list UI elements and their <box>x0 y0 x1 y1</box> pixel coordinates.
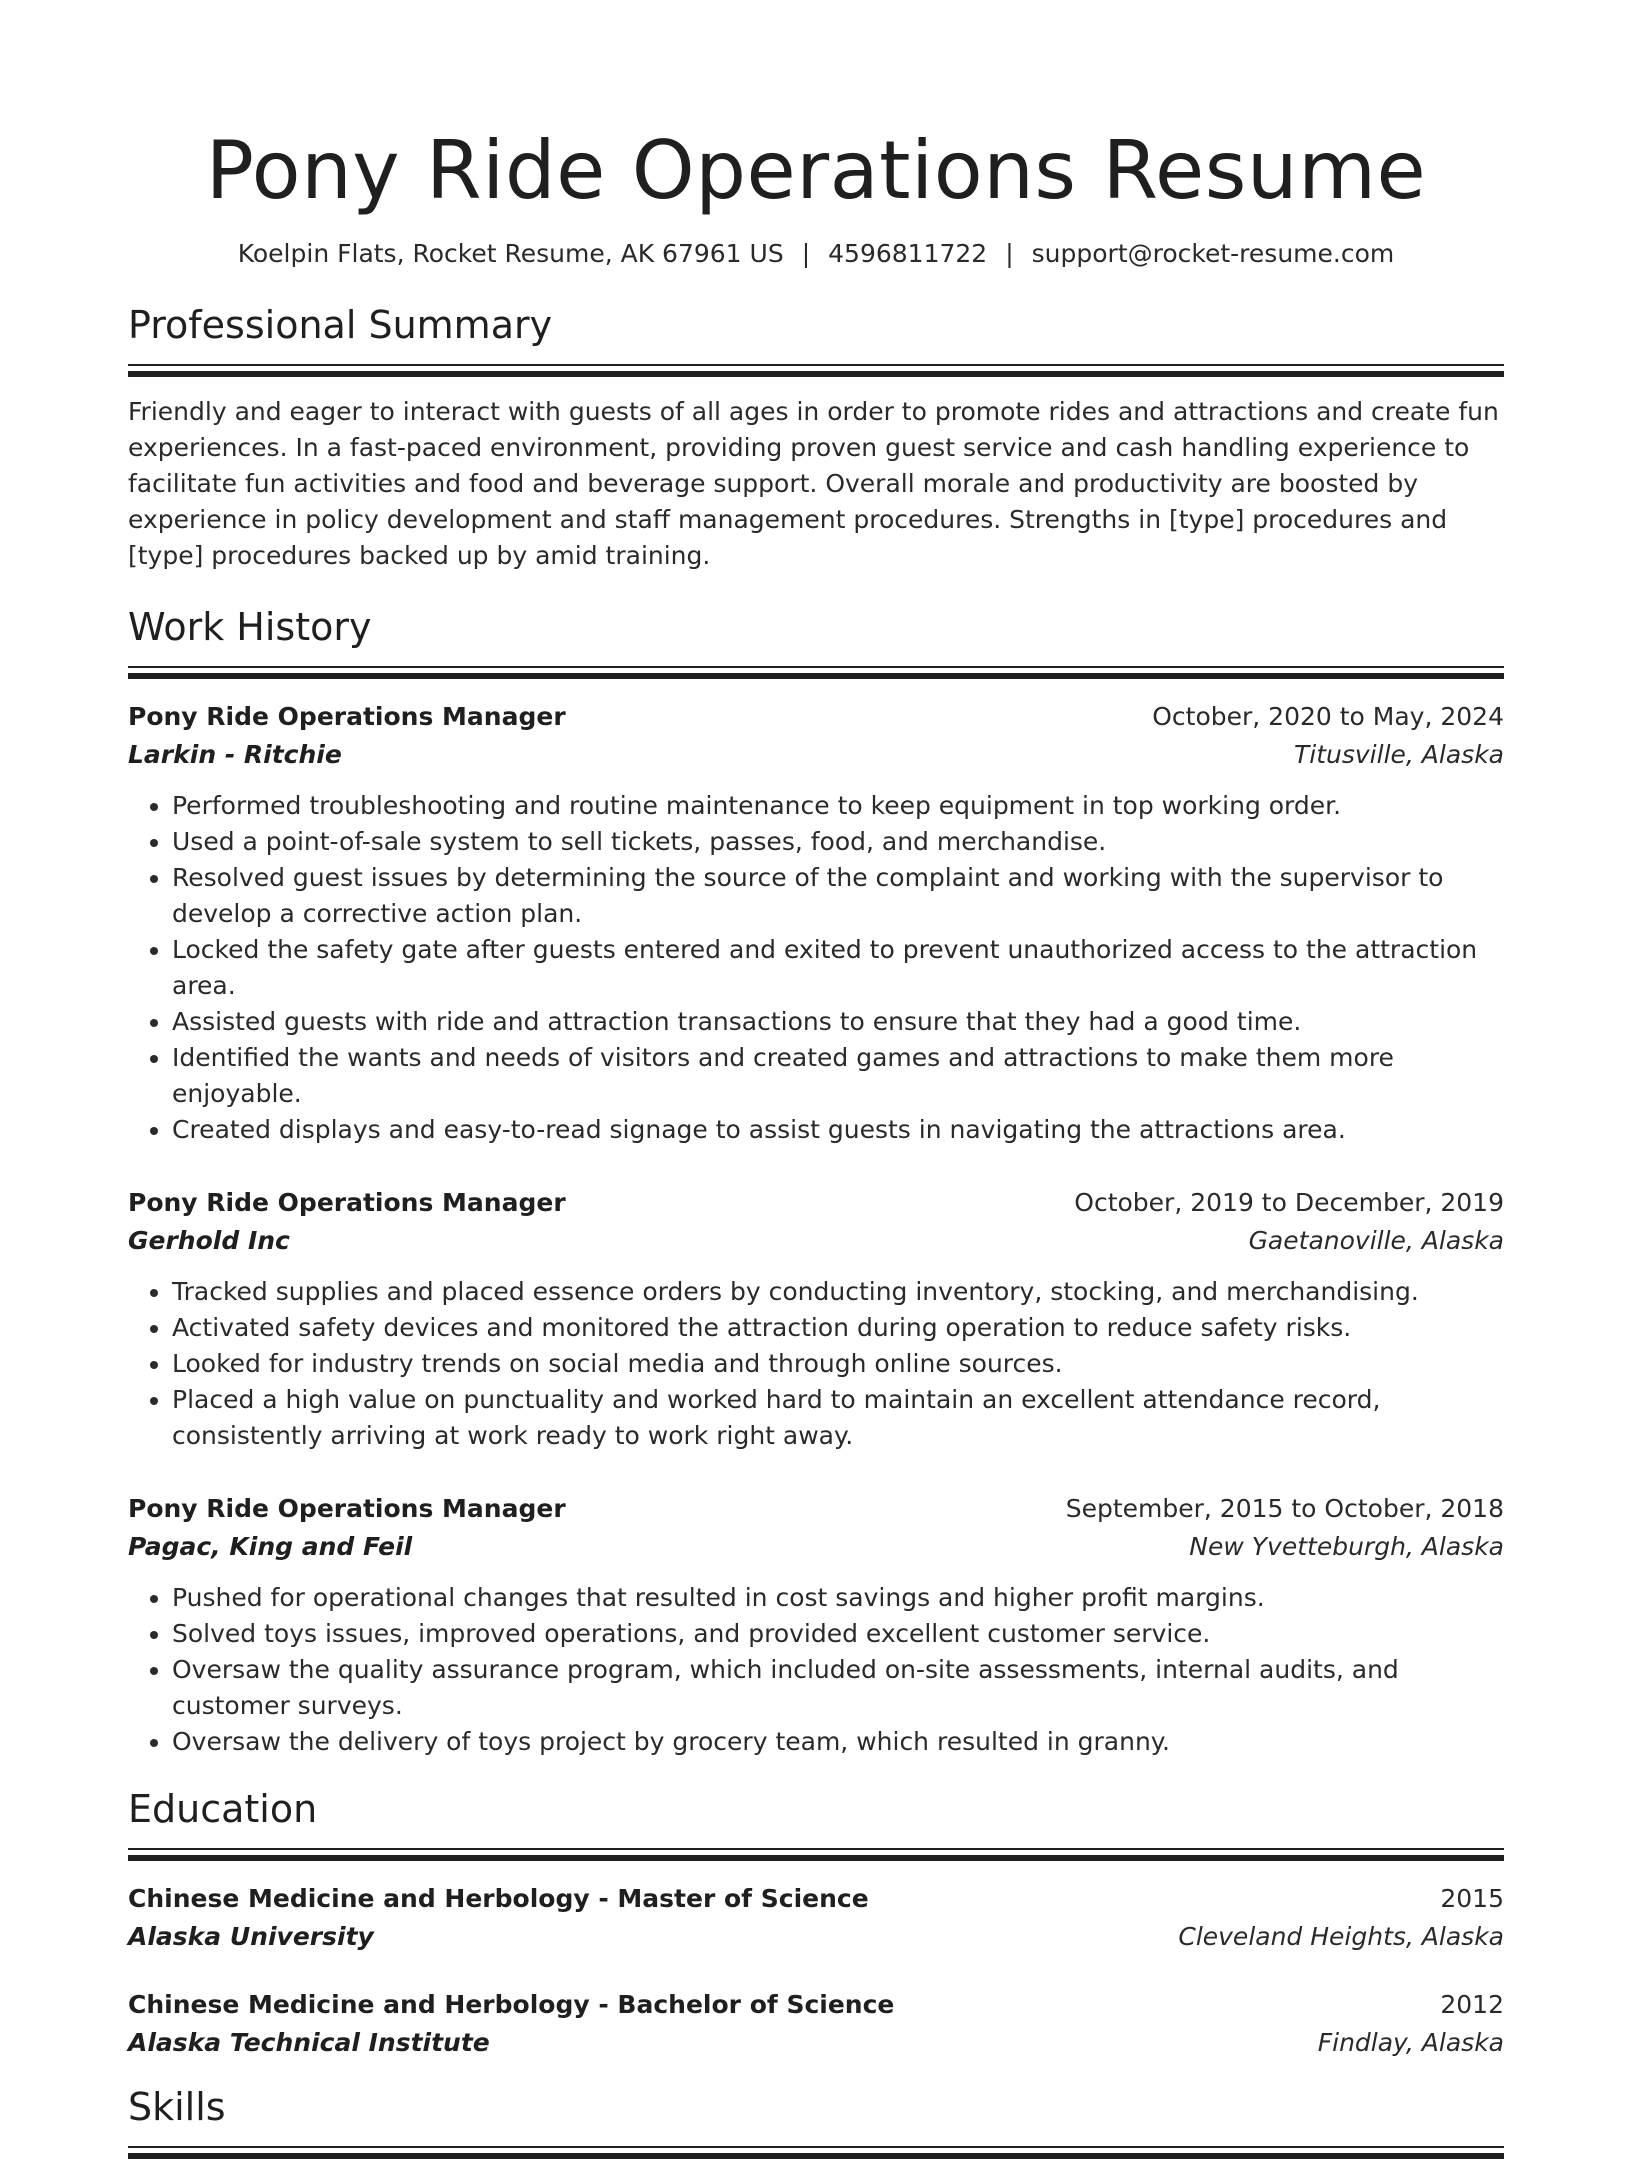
job-entry <box>128 698 1504 1148</box>
job-bullets <box>128 1274 1504 1454</box>
job-company-row <box>128 1222 1504 1260</box>
job-company-row <box>128 736 1504 774</box>
education-degree: Chinese Medicine and Herbology - Bachelor of Science <box>128 1990 895 2019</box>
contact-phone: 4596811722 <box>828 239 988 268</box>
job-role: Pony Ride Operations Manager <box>128 702 566 731</box>
job-bullet: • Used a point-of-sale system to sell tickets, passes, food, and merchandise. <box>172 824 1504 860</box>
job-location: New Yvetteburgh, Alaska <box>1189 1532 1504 1561</box>
job-role: Pony Ride Operations Manager <box>128 1188 566 1217</box>
job-entry <box>128 1490 1504 1760</box>
job-dates: October, 2019 to December, 2019 <box>1074 1188 1504 1217</box>
job-bullet: • Placed a high value on punctuality and worked hard to maintain an excellent attendance record, consistently arriving at work ready to work right away. <box>172 1382 1504 1454</box>
education-school: Alaska University <box>128 1922 374 1951</box>
section-divider <box>128 1848 1504 1862</box>
contact-address: Koelpin Flats, Rocket Resume, AK 67961 US <box>237 239 784 268</box>
section-divider <box>128 2146 1504 2160</box>
resume-title: Pony Ride Operations Resume <box>205 124 1427 217</box>
job-bullet: • Solved toys issues, improved operations, and provided excellent customer service. <box>172 1616 1504 1652</box>
job-header-row <box>128 1184 1504 1222</box>
education-year: 2015 <box>1440 1884 1504 1913</box>
education-school-row <box>128 1918 1504 1956</box>
job-location: Gaetanoville, Alaska <box>1248 1226 1504 1255</box>
job-bullet: • Created displays and easy-to-read signage to assist guests in navigating the attractions area. <box>172 1112 1504 1148</box>
education-header-row <box>128 1880 1504 1918</box>
section-divider <box>128 666 1504 680</box>
job-bullet: • Resolved guest issues by determining the source of the complaint and working with the supervisor to develop a corrective action plan. <box>172 860 1504 932</box>
job-bullet: • Assisted guests with ride and attraction transactions to ensure that they had a good time. <box>172 1004 1504 1040</box>
job-company: Pagac, King and Feil <box>128 1532 413 1561</box>
education-year: 2012 <box>1440 1990 1504 2019</box>
skills-heading: Skills <box>128 2085 226 2129</box>
job-company-row <box>128 1528 1504 1566</box>
job-role: Pony Ride Operations Manager <box>128 1494 566 1523</box>
education-entry <box>128 1880 1504 1956</box>
contact-email[interactable]: support@rocket-resume.com <box>1031 239 1395 268</box>
job-bullet: • Oversaw the quality assurance program, which included on-site assessments, internal audits, and customer surveys. <box>172 1652 1504 1724</box>
education-school-row <box>128 2024 1504 2062</box>
education-header-row <box>128 1986 1504 2024</box>
contact-line <box>128 238 1504 270</box>
job-bullet: • Pushed for operational changes that resulted in cost savings and higher profit margins. <box>172 1580 1504 1616</box>
job-bullet: • Locked the safety gate after guests entered and exited to prevent unauthorized access to the attraction area. <box>172 932 1504 1004</box>
job-dates: September, 2015 to October, 2018 <box>1065 1494 1504 1523</box>
education-degree: Chinese Medicine and Herbology - Master of Science <box>128 1884 869 1913</box>
job-bullet: • Tracked supplies and placed essence orders by conducting inventory, stocking, and merchandising. <box>172 1274 1504 1310</box>
education-school: Alaska Technical Institute <box>128 2028 490 2057</box>
job-bullet: • Looked for industry trends on social media and through online sources. <box>172 1346 1504 1382</box>
education-location: Cleveland Heights, Alaska <box>1178 1922 1504 1951</box>
section-divider <box>128 364 1504 378</box>
job-bullet: • Performed troubleshooting and routine maintenance to keep equipment in top working order. <box>172 788 1504 824</box>
education-location: Findlay, Alaska <box>1317 2028 1504 2057</box>
job-entry <box>128 1184 1504 1454</box>
job-bullet: • Activated safety devices and monitored the attraction during operation to reduce safety risks. <box>172 1310 1504 1346</box>
education-section <box>128 1784 1504 2062</box>
work-history-section <box>128 602 1504 1760</box>
job-company: Larkin - Ritchie <box>128 740 342 769</box>
education-heading: Education <box>128 1787 318 1831</box>
job-bullet: • Oversaw the delivery of toys project by grocery team, which resulted in granny. <box>172 1724 1504 1760</box>
job-header-row <box>128 698 1504 736</box>
summary-text: Friendly and eager to interact with guests of all ages in order to promote rides and attractions and create fun experiences. In a fast-paced environment, providing proven guest service and cash handling experience to facilitate fun activities and food and beverage support. Overall morale and productivity are boosted by experience in policy development and staff management procedures. Strengths in [type] procedures and [type] procedures backed up by amid training. <box>128 397 1499 570</box>
job-company: Gerhold Inc <box>128 1226 290 1255</box>
job-header-row <box>128 1490 1504 1528</box>
job-location: Titusville, Alaska <box>1294 740 1504 769</box>
summary-section <box>128 300 1504 574</box>
education-entry <box>128 1986 1504 2062</box>
work-history-heading: Work History <box>128 605 372 649</box>
job-bullets <box>128 788 1504 1148</box>
summary-heading: Professional Summary <box>128 303 553 347</box>
job-dates: October, 2020 to May, 2024 <box>1152 702 1504 731</box>
contact-separator: | <box>1005 239 1014 268</box>
skills-section <box>128 2082 1504 2160</box>
job-bullets <box>128 1580 1504 1760</box>
contact-separator: | <box>801 239 811 268</box>
job-bullet: • Identified the wants and needs of visitors and created games and attractions to make them more enjoyable. <box>172 1040 1504 1112</box>
